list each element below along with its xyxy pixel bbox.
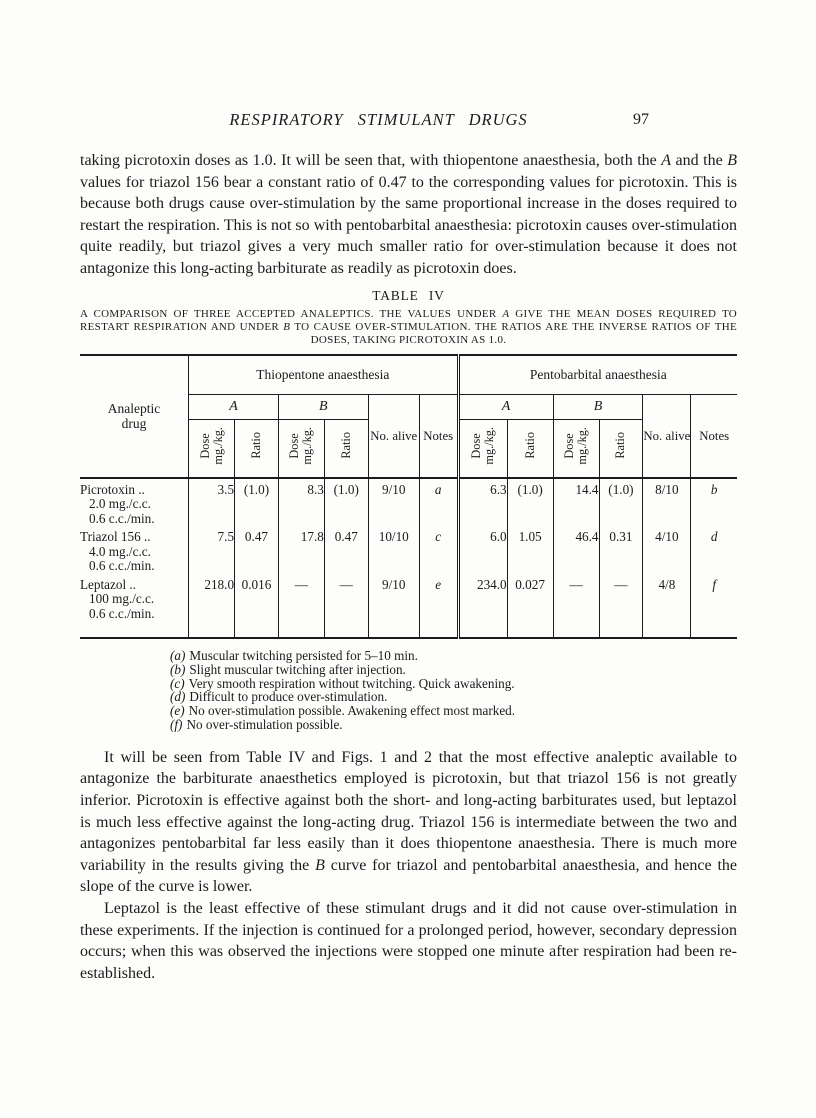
cell-no-alive: 4/10 xyxy=(643,526,691,574)
text-run-italic: B xyxy=(727,152,737,169)
table-body xyxy=(80,478,737,639)
cell-notes: a xyxy=(419,478,458,527)
cell-dose-b: 8.3 xyxy=(278,478,324,527)
text-run: GIVE THE MEAN DOSES REQUIRED TO RESTART RESPIRATION AND UNDER xyxy=(80,307,738,333)
cell-ratio-a: 0.016 xyxy=(235,574,279,639)
text-run: values for triazol 156 bear a constant ratio of 0.47 to the corresponding values for picrotoxin. This is because both drugs cause over-stimulation by the same proportional increase in the doses required to restart the respiration. This is not so with pentobarbital anaesthesia: picrotoxin causes over-stimulation quite readily, but triazol gives a very much smaller ratio for over-stimulation because it does not antagonize this long-acting barbiturate as readily as picrotoxin does. xyxy=(80,173,737,277)
cell-ratio-a: 0.47 xyxy=(235,526,279,574)
text-run: Leptazol is the least effective of these stimulant drugs and it did not cause over-stimulation in these experiments. If the injection is continued for a prolonged period, however, secondary depression occurs; when this was observed the injections were stopped one minute after respiration had been re-established. xyxy=(80,900,737,982)
cell-dose-b: 17.8 xyxy=(278,526,324,574)
rotated-dose-label xyxy=(563,427,589,465)
drug-detail: 0.6 c.c./min. xyxy=(89,605,155,621)
table-title: TABLE IV xyxy=(372,287,445,303)
drug-name: Picrotoxin .. xyxy=(80,481,145,497)
dose-label-line1: Dose xyxy=(197,433,212,459)
text-run: It will be seen from Table IV and Figs. 1 and 2 that the most effective analeptic available to antagonize the barbiturate anaesthetics employed is picrotoxin, but that triazol 156 is not greatly inferior. Picrotoxin is effective against both the short- and long-acting barbiturates used, but leptazol is much less effective against the long-acting drug. Triazol 156 is intermediate between the two and antagonizes pentobarbital far less easily than it does thiopentone anaesthesia. There is much more variability in the results giving the xyxy=(80,748,737,874)
text-run-italic: B xyxy=(283,320,291,333)
dose-label-line1: Dose xyxy=(287,433,302,459)
page-content xyxy=(80,110,737,984)
cell-ratio-a: 1.05 xyxy=(507,526,553,574)
footnote-text: No over-stimulation possible. Awakening effect most marked. xyxy=(188,703,516,719)
table-row-triazol xyxy=(80,526,737,574)
footnote-text: Difficult to produce over-stimulation. xyxy=(189,689,388,705)
table-footnotes xyxy=(170,649,737,732)
pentobarbital-group-header: Pentobarbital anaesthesia xyxy=(458,355,737,395)
paragraph-2 xyxy=(80,747,737,898)
text-run: A COMPARISON OF THREE ACCEPTED ANALEPTICS. THE VALUES UNDER xyxy=(80,307,503,320)
cell-ratio-b: 0.31 xyxy=(599,526,643,574)
header-dose-a-pentobarbital xyxy=(458,420,507,478)
cell-dose-a: 234.0 xyxy=(458,574,507,639)
cell-ratio-b: — xyxy=(324,574,368,639)
drug-detail: 0.6 c.c./min. xyxy=(89,510,155,526)
header-a-pentobarbital: A xyxy=(458,395,553,420)
dose-label-line2: mg./kg. xyxy=(300,427,315,465)
rotated-ratio-label: Ratio xyxy=(613,432,628,460)
analeptic-drug-header xyxy=(80,355,189,478)
comparison-table xyxy=(80,354,737,640)
footnote-letter: (e) xyxy=(170,703,185,719)
cell-notes: d xyxy=(691,526,737,574)
drug-detail: 2.0 mg./c.c. xyxy=(89,496,151,512)
header-dose-b-pentobarbital xyxy=(553,420,599,478)
cell-no-alive: 9/10 xyxy=(368,574,419,639)
paragraph-1 xyxy=(80,150,737,280)
thiopentone-group-header: Thiopentone anaesthesia xyxy=(189,355,458,395)
dose-label-line2: mg./kg. xyxy=(210,427,225,465)
table-header xyxy=(80,355,737,478)
header-dose-a-thiopentone xyxy=(189,420,235,478)
footnote-line xyxy=(170,677,737,691)
header-dose-b-thiopentone xyxy=(278,420,324,478)
footnote-line xyxy=(170,649,737,663)
dose-label-line1: Dose xyxy=(562,433,577,459)
header-no-alive-pentobarbital: No. alive xyxy=(643,395,691,478)
footnote-text: No over-stimulation possible. xyxy=(186,717,343,733)
header-b-thiopentone: B xyxy=(278,395,368,420)
cell-dose-b: — xyxy=(278,574,324,639)
footnote-line xyxy=(170,663,737,677)
group-header-row xyxy=(80,355,737,395)
paragraph-3 xyxy=(80,898,737,984)
rotated-ratio-label: Ratio xyxy=(338,432,353,460)
cell-dose-a: 6.0 xyxy=(458,526,507,574)
dose-label-line2: mg./kg. xyxy=(482,427,497,465)
cell-ratio-b: (1.0) xyxy=(324,478,368,527)
cell-notes: f xyxy=(691,574,737,639)
table-iv-section xyxy=(80,288,737,732)
drug-detail: 0.6 c.c./min. xyxy=(89,558,155,574)
table-caption xyxy=(80,308,737,347)
table-row-picrotoxin xyxy=(80,478,737,527)
cell-no-alive: 10/10 xyxy=(368,526,419,574)
cell-no-alive: 9/10 xyxy=(368,478,419,527)
cell-ratio-b: (1.0) xyxy=(599,478,643,527)
footnote-line xyxy=(170,690,737,704)
cell-no-alive: 8/10 xyxy=(643,478,691,527)
cell-dose-a: 7.5 xyxy=(189,526,235,574)
text-run-italic: A xyxy=(502,307,510,320)
text-run: curve for triazol and pentobarbital anaesthesia, and hence the slope of the curve is lower. xyxy=(80,856,738,896)
drug-cell xyxy=(80,526,189,574)
drug-cell xyxy=(80,574,189,639)
rotated-dose-label xyxy=(288,427,314,465)
analeptic-drug-header-label: Analeptic drug xyxy=(107,401,161,432)
cell-dose-b: — xyxy=(553,574,599,639)
footnote-letter: (f) xyxy=(170,717,183,733)
cell-dose-b: 14.4 xyxy=(553,478,599,527)
header-ratio-a-thiopentone xyxy=(235,420,279,478)
dose-label-line1: Dose xyxy=(469,433,484,459)
footnote-text: Muscular twitching persisted for 5–10 min. xyxy=(189,648,418,664)
footnote-line xyxy=(170,718,737,732)
header-ratio-b-pentobarbital xyxy=(599,420,643,478)
table-row-leptazol xyxy=(80,574,737,639)
cell-ratio-a: (1.0) xyxy=(507,478,553,527)
cell-dose-a: 218.0 xyxy=(189,574,235,639)
footnote-letter: (b) xyxy=(170,661,186,677)
text-run: TO CAUSE OVER-STIMULATION. THE RATIOS ARE THE INVERSE RATIOS OF THE DOSES, TAKING PICROTOXIN AS 1.0. xyxy=(290,320,737,346)
footnote-line xyxy=(170,704,737,718)
cell-ratio-b: — xyxy=(599,574,643,639)
drug-name: Leptazol .. xyxy=(80,576,137,592)
rotated-dose-label xyxy=(199,427,225,465)
cell-no-alive: 4/8 xyxy=(643,574,691,639)
drug-detail: 100 mg./c.c. xyxy=(89,591,155,607)
page-title: RESPIRATORY STIMULANT DRUGS xyxy=(229,110,528,129)
rotated-ratio-label: Ratio xyxy=(522,432,537,460)
drug-cell xyxy=(80,478,189,527)
header-notes-pentobarbital: Notes xyxy=(691,395,737,478)
header-b-pentobarbital: B xyxy=(553,395,643,420)
cell-dose-a: 6.3 xyxy=(458,478,507,527)
footnote-letter: (c) xyxy=(170,675,185,691)
cell-notes: b xyxy=(691,478,737,527)
cell-ratio-a: (1.0) xyxy=(235,478,279,527)
cell-ratio-a: 0.027 xyxy=(507,574,553,639)
text-run: taking picrotoxin doses as 1.0. It will be seen that, with thiopentone anaesthesia, both the xyxy=(80,152,662,169)
header-a-thiopentone: A xyxy=(189,395,279,420)
footnote-letter: (d) xyxy=(170,689,186,705)
dose-label-line2: mg./kg. xyxy=(575,427,590,465)
drug-detail: 4.0 mg./c.c. xyxy=(89,543,151,559)
cell-notes: e xyxy=(419,574,458,639)
drug-name: Triazol 156 .. xyxy=(80,529,151,545)
cell-ratio-b: 0.47 xyxy=(324,526,368,574)
header-notes-thiopentone: Notes xyxy=(419,395,458,478)
header-no-alive-thiopentone: No. alive xyxy=(368,395,419,478)
page-number: 97 xyxy=(633,111,649,128)
header-ratio-a-pentobarbital xyxy=(507,420,553,478)
text-run: and the xyxy=(671,152,728,169)
header-ratio-b-thiopentone xyxy=(324,420,368,478)
page-header xyxy=(80,110,737,134)
text-run-italic: B xyxy=(315,856,325,874)
footnote-text: Very smooth respiration without twitching. Quick awakening. xyxy=(188,675,515,691)
rotated-dose-label xyxy=(470,427,496,465)
text-run-italic: A xyxy=(661,152,672,169)
cell-dose-a: 3.5 xyxy=(189,478,235,527)
rotated-ratio-label: Ratio xyxy=(248,432,263,460)
cell-notes: c xyxy=(419,526,458,574)
footnote-text: Slight muscular twitching after injection. xyxy=(189,661,406,677)
cell-dose-b: 46.4 xyxy=(553,526,599,574)
footnote-letter: (a) xyxy=(170,648,186,664)
